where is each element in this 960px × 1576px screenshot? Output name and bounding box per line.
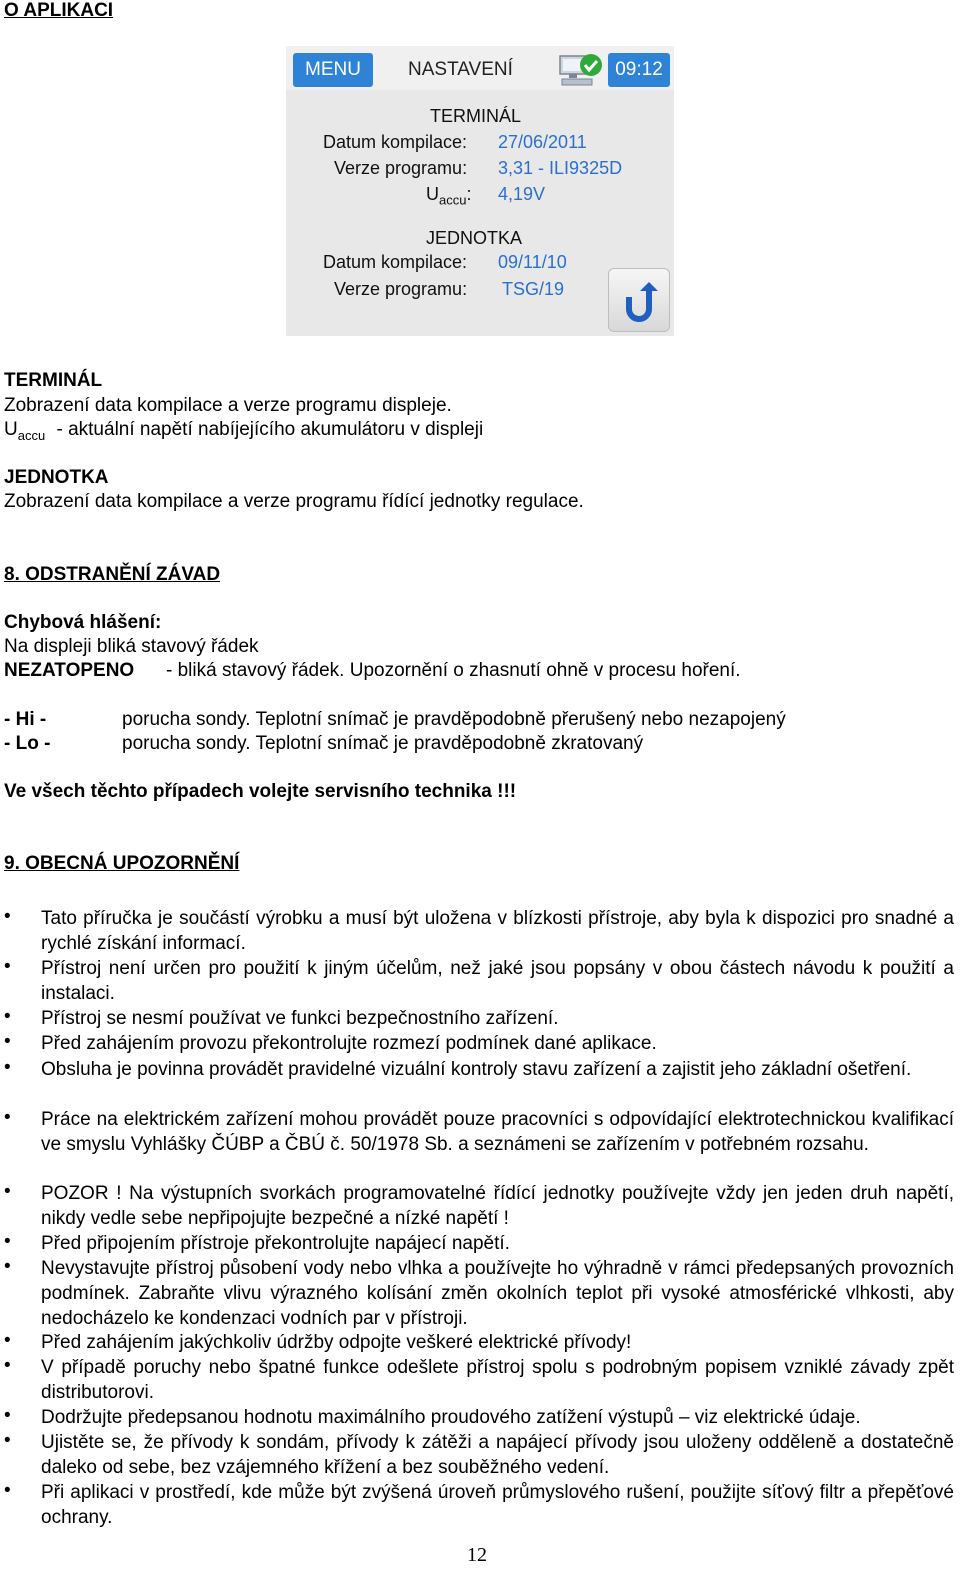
- page-heading: O APLIKACI: [4, 0, 114, 21]
- bullet: •: [4, 1031, 11, 1052]
- list-item-text: Před zahájením jakýchkoliv údržby odpojte veškeré elektrické přívody!: [41, 1332, 632, 1353]
- bullet: •: [4, 1405, 11, 1426]
- terminal-u-subscript: accu: [17, 427, 46, 443]
- list-item-text: Dodržujte předepsanou hodnotu maximálního proudového zatížení výstupů – viz elektrické údaje.: [41, 1407, 861, 1428]
- back-arrow-icon: [609, 269, 669, 331]
- list-item-text: Práce na elektrickém zařízení mohou provádět pouze pracovníci s odpovídající elektrotechnickou kvalifikací ve smyslu Vyhlášky ČÚBP a ČBÚ č. 50/1978 Sb. a seznámeni se zařízením v potřebném rozsahu.: [41, 1109, 954, 1155]
- unit-compile-date: 09/11/10: [498, 252, 567, 272]
- bullet: •: [4, 956, 11, 977]
- menu-button[interactable]: MENU: [293, 53, 373, 87]
- terminal-description: Zobrazení data kompilace a verze programu displeje.: [4, 395, 452, 416]
- terminal-uaccu-text: - aktuální napětí nabíjejícího akumulátoru v displeji: [56, 419, 484, 440]
- terminal-u-letter: U: [4, 419, 18, 440]
- device-screen: [286, 46, 674, 336]
- screen-title: NASTAVENÍ: [408, 59, 513, 80]
- u-accu-label: [426, 184, 471, 208]
- unit-compile-label: Datum kompilace:: [323, 252, 468, 272]
- terminal-compile-label: Datum kompilace:: [323, 132, 468, 152]
- error-intro: Na displeji bliká stavový řádek: [4, 636, 259, 657]
- list-item-text: Před připojením přístroje překontrolujte napájecí napětí.: [41, 1233, 510, 1254]
- screen-top-bar: [286, 46, 674, 90]
- list-item-text: Tato příručka je součástí výrobku a musí být uložena v blízkosti přístroje, aby byla k dispozici pro snadné a rychlé získání informací.: [41, 908, 954, 954]
- service-note: Ve všech těchto případech volejte servisního technika !!!: [4, 781, 517, 802]
- nezatopeno-label: NEZATOPENO: [4, 660, 135, 681]
- unit-heading: JEDNOTKA: [426, 228, 523, 248]
- list-item-text: Přístroj není určen pro použití k jiným účelům, než jaké jsou popsány v obou částech návodu k použití a instalaci.: [41, 958, 954, 1004]
- list-item-text: POZOR ! Na výstupních svorkách programovatelné řídící jednotky používejte vždy jen jeden druh napětí, nikdy vedle sebe nepřipojujte bezpečné a nízké napětí !: [41, 1183, 954, 1229]
- u-colon: :: [466, 184, 472, 204]
- bullet: •: [4, 1430, 11, 1451]
- bullet: •: [4, 1181, 11, 1202]
- bullet: •: [4, 906, 11, 927]
- back-button[interactable]: [608, 268, 670, 332]
- bullet: •: [4, 1480, 11, 1501]
- u-accu-value: 4,19V: [498, 184, 546, 204]
- section-9-heading: 9. OBECNÁ UPOZORNĚNÍ: [4, 853, 240, 874]
- lo-label: - Lo -: [4, 733, 51, 754]
- list-item-text: Obsluha je povinna provádět pravidelné vizuální kontroly stavu zařízení a zajistit jeho základní ošetření.: [41, 1059, 912, 1080]
- list-item-text: V případě poruchy nebo špatné funkce odešlete přístroj spolu s podrobným popisem vzniklé závady zpět distributorovi.: [41, 1357, 954, 1403]
- terminal-compile-date: 27/06/2011: [498, 132, 587, 152]
- hi-label: - Hi -: [4, 709, 47, 730]
- list-item-text: Při aplikaci v prostředí, kde může být zvýšená úroveň průmyslového rušení, použijte síťový filtr a přepěťové ochrany.: [41, 1482, 954, 1528]
- list-item-text: Před zahájením provozu překontrolujte rozmezí podmínek dané aplikace.: [41, 1033, 657, 1054]
- clock-display: 09:12: [608, 53, 670, 87]
- page-number: 12: [467, 1544, 487, 1566]
- terminal-version-value: 3,31 - ILI9325D: [498, 158, 623, 178]
- terminal-uaccu-line: [4, 419, 483, 443]
- bullet: •: [4, 1256, 11, 1277]
- unit-section-heading: JEDNOTKA: [4, 467, 109, 488]
- nezatopeno-text: - bliká stavový řádek. Upozornění o zhasnutí ohně v procesu hoření.: [166, 660, 741, 681]
- unit-description: Zobrazení data kompilace a verze programu řídící jednotky regulace.: [4, 491, 584, 512]
- bullet: •: [4, 1330, 11, 1351]
- hi-text: porucha sondy. Teplotní snímač je pravděpodobně přerušený nebo nezapojený: [122, 709, 786, 730]
- u-letter: U: [426, 184, 439, 204]
- u-subscript: accu: [439, 192, 467, 208]
- bullet: •: [4, 1231, 11, 1252]
- list-item-text: Přístroj se nesmí používat ve funkci bezpečnostního zařízení.: [41, 1008, 559, 1029]
- bullet: •: [4, 1107, 11, 1128]
- section-8-heading: 8. ODSTRANĚNÍ ZÁVAD: [4, 564, 221, 585]
- terminal-section-heading: TERMINÁL: [4, 370, 103, 391]
- bullet: •: [4, 1057, 11, 1078]
- lo-text: porucha sondy. Teplotní snímač je pravděpodobně zkratovaný: [122, 733, 644, 754]
- unit-version-label: Verze programu:: [334, 279, 468, 299]
- error-messages-heading: Chybová hlášení:: [4, 612, 162, 633]
- list-item-text: Ujistěte se, že přívody k sondám, přívody k zátěži a napájecí přívody jsou uloženy odděleně a dostatečně daleko od sebe, bez vzájemného křížení a bez souběžného vedení.: [41, 1432, 954, 1478]
- terminal-version-label: Verze programu:: [334, 158, 468, 178]
- unit-version-value: TSG/19: [502, 279, 565, 299]
- computer-check-icon: [558, 52, 604, 88]
- bullet: •: [4, 1355, 11, 1376]
- bullet: •: [4, 1006, 11, 1027]
- terminal-heading: TERMINÁL: [430, 106, 522, 126]
- list-item-text: Nevystavujte přístroj působení vody nebo vlhka a používejte ho výhradně v rámci předepsaných provozních podmínek. Zabraňte vlivu výrazného kolísání změn okolních teplot při vysoké atmosférické vlhkosti, aby nedocházelo ke kondenzaci vodních par v přístroji.: [41, 1258, 954, 1329]
